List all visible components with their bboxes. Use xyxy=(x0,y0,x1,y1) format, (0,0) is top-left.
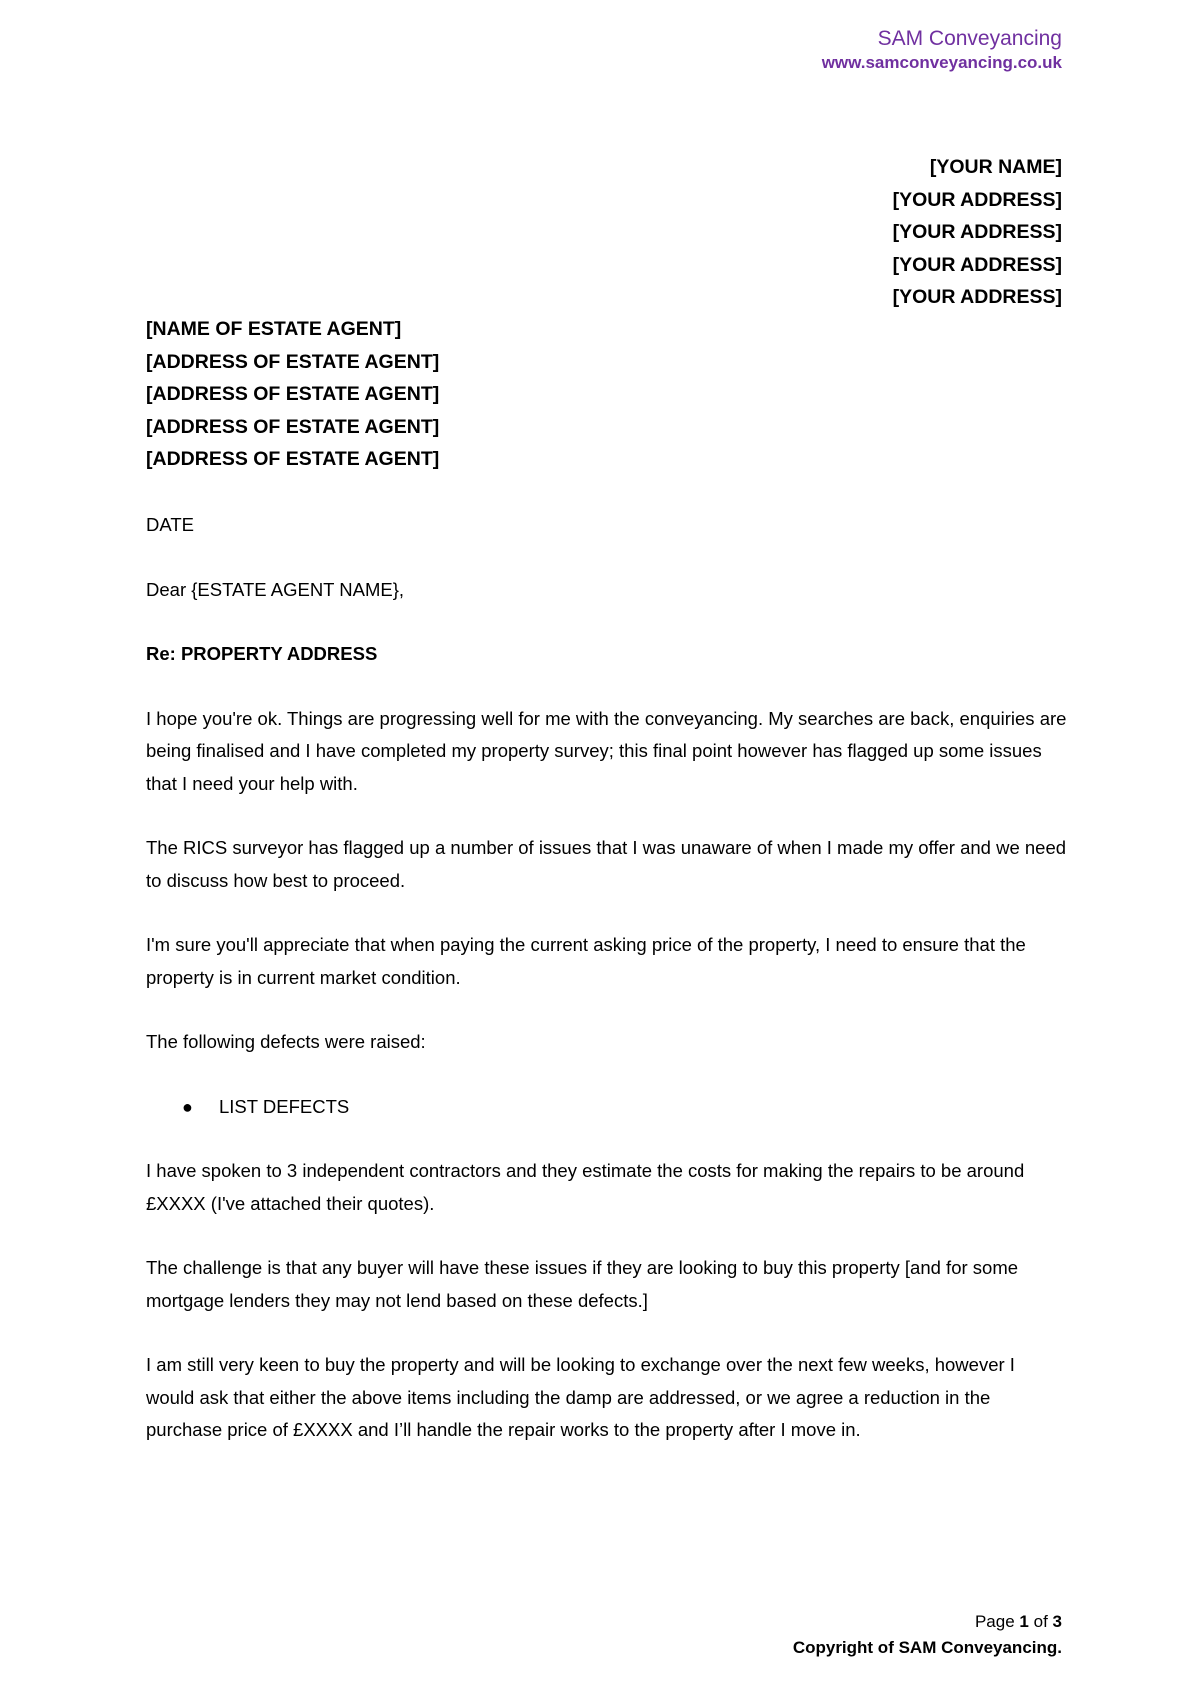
defect-list-item-label: LIST DEFECTS xyxy=(219,1095,350,1117)
recipient-address-line: [ADDRESS OF ESTATE AGENT] xyxy=(146,448,440,470)
bullet-icon: ● xyxy=(182,1096,193,1117)
body-paragraph: I have spoken to 3 independent contractors and they estimate the costs for making the repairs to be around £XXXX (I've attached their quotes). xyxy=(146,1160,1025,1214)
sender-block xyxy=(893,151,1062,314)
body-paragraph: I am still very keen to buy the property and will be looking to exchange over the next few weeks, however I would ask that either the above items including the damp are addressed, or we agree a reduction in the purchase price of £XXXX and I’ll handle the repair works to the property after I move in. xyxy=(146,1354,1015,1440)
recipient-address-line: [ADDRESS OF ESTATE AGENT] xyxy=(146,383,440,405)
body-paragraph: The challenge is that any buyer will have these issues if they are looking to buy this property [and for some mortgage lenders they may not lend based on these defects.] xyxy=(146,1257,1019,1311)
recipient-address-line: [ADDRESS OF ESTATE AGENT] xyxy=(146,350,440,373)
copyright-notice: Copyright of SAM Conveyancing. xyxy=(792,1638,1062,1657)
body-paragraph: The following defects were raised: xyxy=(146,1031,426,1052)
sender-name: [YOUR NAME] xyxy=(929,156,1062,178)
total-pages: 3 xyxy=(1052,1612,1062,1631)
sender-address-line: [YOUR ADDRESS] xyxy=(892,286,1062,308)
sender-address-line: [YOUR ADDRESS] xyxy=(892,253,1062,276)
page-footer xyxy=(793,1609,1062,1661)
body-paragraph: I hope you're ok. Things are progressing well for me with the conveyancing. My searches are back, enquiries are being finalised and I have completed my property survey; this final point however has flagged up some issues that I need your help with. xyxy=(146,707,1067,794)
current-page: 1 xyxy=(1019,1612,1029,1631)
page-number xyxy=(793,1609,1062,1635)
sender-address-line: [YOUR ADDRESS] xyxy=(892,188,1062,211)
body-paragraph: The RICS surveyor has flagged up a number of issues that I was unaware of when I made my offer and we need to discuss how best to proceed. xyxy=(146,837,1067,891)
body-paragraph: I'm sure you'll appreciate that when paying the current asking price of the property, I need to ensure that the property is in current market condition. xyxy=(146,934,1026,988)
sender-address-line: [YOUR ADDRESS] xyxy=(892,221,1062,243)
salutation: Dear {ESTATE AGENT NAME}, xyxy=(146,578,405,600)
letter-date: DATE xyxy=(146,514,194,535)
website-link[interactable]: www.samconveyancing.co.uk xyxy=(821,53,1062,72)
subject-line: Re: PROPERTY ADDRESS xyxy=(146,643,378,664)
letter-body xyxy=(146,509,1068,1479)
recipient-address-line: [ADDRESS OF ESTATE AGENT] xyxy=(146,415,440,438)
recipient-block xyxy=(146,313,439,476)
page-header xyxy=(822,26,1062,74)
of-word: of xyxy=(1033,1612,1048,1631)
page-word: Page xyxy=(974,1612,1015,1631)
brand-name: SAM Conveyancing xyxy=(877,27,1062,50)
defect-list-item xyxy=(146,1091,1068,1124)
recipient-name: [NAME OF ESTATE AGENT] xyxy=(146,318,402,340)
